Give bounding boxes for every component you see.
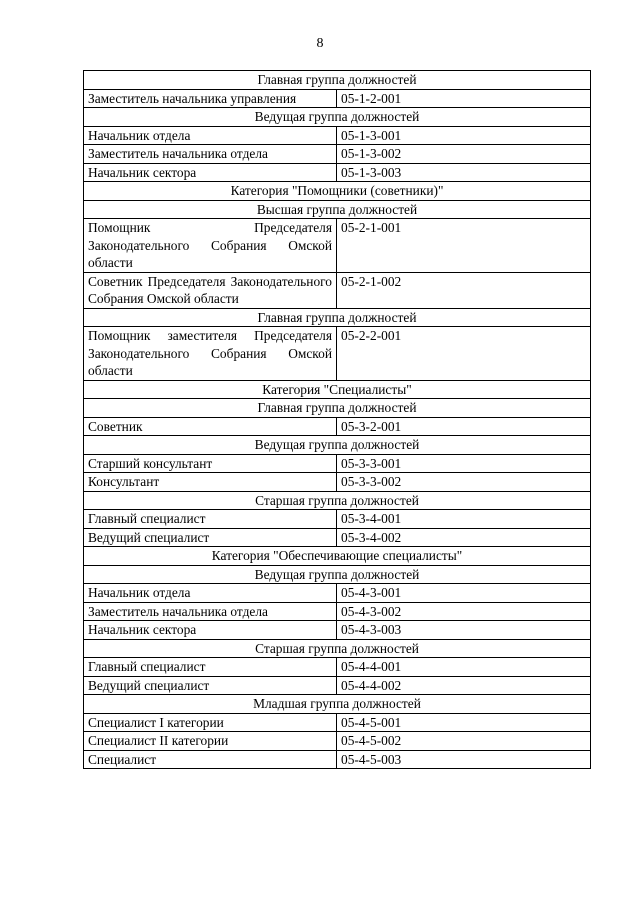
position-code: 05-4-3-003 (337, 621, 591, 640)
position-name: Специалист II категории (84, 732, 337, 751)
group-header-row (84, 639, 591, 658)
group-header-row (84, 436, 591, 455)
position-code: 05-1-3-001 (337, 126, 591, 145)
group-header: Старшая группа должностей (84, 639, 591, 658)
group-header: Ведущая группа должностей (84, 565, 591, 584)
group-header: Главная группа должностей (84, 308, 591, 327)
position-name: Начальник отдела (84, 126, 337, 145)
group-header-row (84, 399, 591, 418)
group-header-row (84, 695, 591, 714)
position-code: 05-3-4-002 (337, 528, 591, 547)
group-header-row (84, 71, 591, 90)
position-code: 05-4-4-002 (337, 676, 591, 695)
group-header: Ведущая группа должностей (84, 436, 591, 455)
table-row (84, 676, 591, 695)
position-code: 05-3-2-001 (337, 417, 591, 436)
position-name: Заместитель начальника управления (84, 89, 337, 108)
table-row (84, 126, 591, 145)
position-code: 05-2-1-002 (337, 272, 591, 308)
position-name: Советник Председателя Законодательного Собрания Омской области (84, 272, 337, 308)
table-row (84, 473, 591, 492)
position-name: Главный специалист (84, 510, 337, 529)
position-name: Советник (84, 417, 337, 436)
group-header: Ведущая группа должностей (84, 108, 591, 127)
position-name: Начальник сектора (84, 621, 337, 640)
table-row (84, 272, 591, 308)
position-code: 05-4-5-002 (337, 732, 591, 751)
table-row (84, 750, 591, 769)
position-code: 05-4-4-001 (337, 658, 591, 677)
group-header-row (84, 547, 591, 566)
group-header: Категория "Помощники (советники)" (84, 182, 591, 201)
table-row (84, 621, 591, 640)
position-code: 05-2-1-001 (337, 219, 591, 273)
position-name: Главный специалист (84, 658, 337, 677)
position-name: Начальник сектора (84, 163, 337, 182)
position-code: 05-4-3-002 (337, 602, 591, 621)
position-name: Специалист I категории (84, 713, 337, 732)
group-header-row (84, 380, 591, 399)
position-name: Старший консультант (84, 454, 337, 473)
group-header-row (84, 200, 591, 219)
table-row (84, 89, 591, 108)
position-code: 05-3-4-001 (337, 510, 591, 529)
page-number: 8 (316, 36, 324, 51)
position-code: 05-1-3-002 (337, 145, 591, 164)
position-name: Консультант (84, 473, 337, 492)
position-name: Помощник заместителя Председателя Законодательного Собрания Омской области (84, 327, 337, 381)
group-header: Главная группа должностей (84, 71, 591, 90)
group-header: Высшая группа должностей (84, 200, 591, 219)
position-code: 05-1-2-001 (337, 89, 591, 108)
table-row (84, 658, 591, 677)
position-code: 05-1-3-003 (337, 163, 591, 182)
group-header: Категория "Обеспечивающие специалисты" (84, 547, 591, 566)
group-header: Младшая группа должностей (84, 695, 591, 714)
table-row (84, 327, 591, 381)
table-row (84, 713, 591, 732)
group-header-row (84, 182, 591, 201)
table-row (84, 510, 591, 529)
position-name: Ведущий специалист (84, 528, 337, 547)
positions-table (83, 70, 591, 769)
position-code: 05-3-3-002 (337, 473, 591, 492)
group-header-row (84, 308, 591, 327)
position-code: 05-4-5-001 (337, 713, 591, 732)
position-code: 05-2-2-001 (337, 327, 591, 381)
group-header: Категория "Специалисты" (84, 380, 591, 399)
table-row (84, 417, 591, 436)
table-row (84, 145, 591, 164)
group-header: Главная группа должностей (84, 399, 591, 418)
position-name: Заместитель начальника отдела (84, 145, 337, 164)
position-name: Помощник Председателя Законодательного Собрания Омской области (84, 219, 337, 273)
position-code: 05-4-5-003 (337, 750, 591, 769)
group-header-row (84, 565, 591, 584)
group-header-row (84, 491, 591, 510)
position-name: Заместитель начальника отдела (84, 602, 337, 621)
group-header-row (84, 108, 591, 127)
position-code: 05-4-3-001 (337, 584, 591, 603)
table-row (84, 584, 591, 603)
table-row (84, 732, 591, 751)
table-row (84, 163, 591, 182)
table-row (84, 454, 591, 473)
position-name: Начальник отдела (84, 584, 337, 603)
position-name: Специалист (84, 750, 337, 769)
table-row (84, 602, 591, 621)
group-header: Старшая группа должностей (84, 491, 591, 510)
position-code: 05-3-3-001 (337, 454, 591, 473)
table-row (84, 219, 591, 273)
positions-table-body (84, 71, 591, 769)
position-name: Ведущий специалист (84, 676, 337, 695)
table-row (84, 528, 591, 547)
